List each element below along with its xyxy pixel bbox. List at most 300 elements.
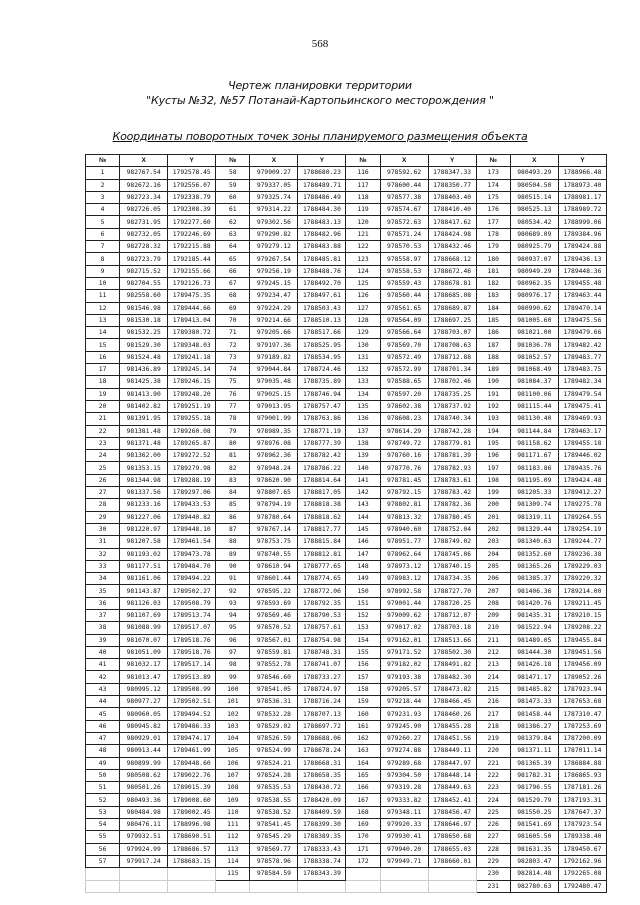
table-cell: 1788777.65 [298,560,346,572]
table-cell: 1789446.02 [558,450,606,462]
table-cell: 1789265.87 [168,437,216,449]
table-row [86,302,607,314]
table-cell: 978577.38 [380,191,428,203]
table-row [86,880,607,892]
table-cell: 1788686.57 [168,843,216,855]
table-cell: 978584.59 [250,868,298,880]
table-cell: 1792215.88 [168,241,216,253]
table-cell [168,868,216,880]
table-cell: 979013.95 [250,400,298,412]
table-cell: 980899.99 [120,757,168,769]
table-cell: 183 [476,290,510,302]
table-cell: 978600.44 [380,179,428,191]
table-cell: 1789264.55 [558,511,606,523]
table-cell: 978753.75 [250,536,298,548]
table-row [86,819,607,831]
table-cell: 981115.44 [510,400,558,412]
table-cell: 56 [86,843,120,855]
table-cell: 1788724.46 [298,364,346,376]
table-cell: 1789248.20 [168,388,216,400]
table-cell: 981381.48 [120,425,168,437]
table-cell: 1788783.42 [428,487,476,499]
table-cell: 66 [216,265,250,277]
table-cell: 1789440.82 [168,511,216,523]
table-cell [86,868,120,880]
table-cell: 28 [86,499,120,511]
table-cell: 1788347.33 [428,167,476,179]
table-cell: 1789214.00 [558,585,606,597]
table-cell: 981532.25 [120,327,168,339]
table-cell: 96 [216,634,250,646]
table-cell: 85 [216,499,250,511]
table-cell: 978780.64 [250,511,298,523]
table-cell: 94 [216,609,250,621]
table-cell: 1788646.97 [428,819,476,831]
table-cell: 215 [476,683,510,695]
table-cell: 978570.53 [380,241,428,253]
table-cell: 1789241.18 [168,351,216,363]
table-cell: 1788485.81 [298,253,346,265]
table-cell: 147 [346,548,380,560]
table-cell: 982814.48 [510,868,558,880]
column-header: X [380,155,428,167]
table-row [86,855,607,867]
table-cell [428,880,476,892]
table-cell: 1792578.45 [168,167,216,179]
table-cell: 1789502.51 [168,696,216,708]
table-cell: 979245.90 [380,720,428,732]
table-cell: 1789484.70 [168,560,216,572]
table-cell: 978552.78 [250,659,298,671]
table-cell: 20 [86,400,120,412]
table-cell: 1788482.30 [428,671,476,683]
table-cell [380,868,428,880]
table-cell: 981371.11 [510,745,558,757]
table-cell: 137 [346,425,380,437]
table-cell: 979025.15 [250,388,298,400]
table-cell: 978545.29 [250,831,298,843]
table-cell: 979205.66 [250,327,298,339]
table-cell: 981425.38 [120,376,168,388]
table-row [86,437,607,449]
table-cell: 1789479.66 [558,327,606,339]
table-cell: 978740.55 [250,548,298,560]
table-cell: 1789220.32 [558,573,606,585]
table-cell: 188 [476,351,510,363]
table-cell: 49 [86,757,120,769]
table-cell: 90 [216,560,250,572]
table-cell: 95 [216,622,250,634]
table-cell: 1789208.22 [558,622,606,634]
table-cell: 1788456.47 [428,806,476,818]
table-cell: 229 [476,855,510,867]
table-cell: 981319.11 [510,511,558,523]
table-cell: 65 [216,253,250,265]
table-cell: 86 [216,511,250,523]
table-cell: 122 [346,241,380,253]
table-cell: 1788702.46 [428,376,476,388]
table-cell: 40 [86,646,120,658]
table-cell: 1789245.14 [168,364,216,376]
table-cell: 1788410.40 [428,204,476,216]
table-cell: 193 [476,413,510,425]
table-cell: 186 [476,327,510,339]
table-cell: 981386.27 [510,720,558,732]
table-cell: 978559.81 [250,646,298,658]
table-cell: 44 [86,696,120,708]
table-cell: 979348.11 [380,806,428,818]
table-cell: 1788818.38 [298,499,346,511]
table-cell: 981013.47 [120,671,168,683]
table-cell: 982704.55 [120,277,168,289]
table-cell: 981402.82 [120,400,168,412]
table-cell: 1788534.95 [298,351,346,363]
table-cell: 981100.06 [510,388,558,400]
table-cell: 83 [216,474,250,486]
column-header: X [120,155,168,167]
table-cell: 981227.06 [120,511,168,523]
table-cell: 1788703.07 [428,327,476,339]
table-cell: 214 [476,671,510,683]
table-cell: 129 [346,327,380,339]
table-cell: 1792308.39 [168,204,216,216]
table-cell: 978973.12 [380,560,428,572]
table-cell: 1789479.54 [558,388,606,400]
table-cell: 981631.35 [510,843,558,855]
table-cell: 981329.44 [510,523,558,535]
table-cell: 1789052.26 [558,671,606,683]
table-cell: 1789444.66 [168,302,216,314]
table-cell: 22 [86,425,120,437]
table-cell: 1788503.43 [298,302,346,314]
table-cell: 213 [476,659,510,671]
table-cell: 1788735.25 [428,388,476,400]
table-cell: 981177.51 [120,560,168,572]
table-cell: 1788420.09 [298,794,346,806]
table-cell: 1786865.93 [558,769,606,781]
table-cell: 1788343.39 [298,868,346,880]
table-cell: 979182.02 [380,659,428,671]
table-cell: 17 [86,364,120,376]
table-cell: 159 [346,696,380,708]
table-row [86,597,607,609]
table-row [86,425,607,437]
table-cell: 140 [346,462,380,474]
table-cell: 1789260.08 [168,425,216,437]
table-cell: 1789244.77 [558,536,606,548]
table-row [86,314,607,326]
table-cell: 981309.74 [510,499,558,511]
table-cell: 981550.25 [510,806,558,818]
table-cell: 11 [86,290,120,302]
table-cell: 978962.36 [250,450,298,462]
table-cell: 979267.54 [250,253,298,265]
table-cell: 1788672.46 [428,265,476,277]
table-cell: 1788660.01 [428,855,476,867]
table-cell: 979930.41 [380,831,428,843]
table-cell: 982780.63 [510,880,558,892]
table-cell: 77 [216,400,250,412]
table-cell: 978532.28 [250,708,298,720]
table-cell: 89 [216,548,250,560]
table-cell: 1788782.93 [428,462,476,474]
table-cell: 111 [216,819,250,831]
table-cell: 981522.94 [510,622,558,634]
table-cell: 978560.44 [380,290,428,302]
table-cell: 227 [476,831,510,843]
table-cell: 1792155.66 [168,265,216,277]
table-cell: 142 [346,487,380,499]
table-cell: 980960.05 [120,708,168,720]
table-cell: 1789229.03 [558,560,606,572]
table-cell: 1792338.79 [168,191,216,203]
table-cell: 1789461.54 [168,536,216,548]
table-cell: 1789424.48 [558,474,606,486]
table-cell [120,880,168,892]
table-row [86,167,607,179]
table-cell: 218 [476,720,510,732]
table-cell: 73 [216,351,250,363]
table-cell: 1788658.35 [298,769,346,781]
table-cell: 1788748.31 [298,646,346,658]
table-cell: 979325.74 [250,191,298,203]
table-cell: 1789473.78 [168,548,216,560]
table-cell: 1788473.82 [428,683,476,695]
table-row [86,511,607,523]
table-cell: 1788447.97 [428,757,476,769]
table-cell: 1788734.35 [428,573,476,585]
table-cell: 34 [86,573,120,585]
table-row [86,253,607,265]
table-cell: 119 [346,204,380,216]
table-row [86,573,607,585]
table-cell: 166 [346,782,380,794]
table-cell: 980493.29 [510,167,558,179]
table-cell: 1788817.77 [298,523,346,535]
table-cell: 92 [216,585,250,597]
table-cell: 1788716.24 [298,696,346,708]
table-cell: 981796.55 [510,782,558,794]
table-cell: 979044.84 [250,364,298,376]
table-cell: 981471.17 [510,671,558,683]
table-cell: 1788763.86 [298,413,346,425]
table-cell: 228 [476,843,510,855]
table-cell: 1788489.71 [298,179,346,191]
table-cell: 980929.01 [120,732,168,744]
table-cell: 210 [476,622,510,634]
table-cell: 981365.26 [510,560,558,572]
table-cell: 1788482.96 [298,228,346,240]
table-cell: 1789236.38 [558,548,606,560]
table-cell: 979337.05 [250,179,298,191]
table-cell: 87 [216,523,250,535]
table-cell: 981530.18 [120,314,168,326]
table-cell: 9 [86,265,120,277]
table-cell: 1788745.06 [428,548,476,560]
table-cell: 978569.70 [380,339,428,351]
table-cell: 1788771.19 [298,425,346,437]
table-cell: 180 [476,253,510,265]
table-cell: 980995.12 [120,683,168,695]
table-cell: 979193.38 [380,671,428,683]
table-cell: 978767.14 [250,523,298,535]
table-cell: 979035.48 [250,376,298,388]
table-cell: 978566.64 [380,327,428,339]
table-cell: 1789475.35 [168,290,216,302]
table-cell: 981352.60 [510,548,558,560]
table-cell: 1788399.30 [298,819,346,831]
table-cell: 978567.01 [250,634,298,646]
table-cell [120,868,168,880]
table-cell: 978574.67 [380,204,428,216]
table-cell: 980476.11 [120,819,168,831]
table-cell: 981158.62 [510,437,558,449]
table-cell: 1789384.96 [558,228,606,240]
table-cell: 221 [476,757,510,769]
table-cell: 1789474.17 [168,732,216,744]
table-row [86,487,607,499]
table-cell: 981337.56 [120,487,168,499]
table-cell: 69 [216,302,250,314]
table-cell: 981193.02 [120,548,168,560]
table-cell: 1789211.45 [558,597,606,609]
table-cell: 217 [476,708,510,720]
table-cell: 50 [86,769,120,781]
table-cell: 1788668.31 [298,757,346,769]
table-cell: 1789517.14 [168,659,216,671]
table-cell: 1788491.82 [428,659,476,671]
table-cell: 978524.28 [250,769,298,781]
table-cell: 1792185.44 [168,253,216,265]
table-cell: 47 [86,732,120,744]
table-cell: 192 [476,400,510,412]
table-cell: 88 [216,536,250,548]
table-cell: 982715.52 [120,265,168,277]
table-cell: 981362.00 [120,450,168,462]
table-row [86,388,607,400]
table-cell: 187 [476,339,510,351]
table-cell: 72 [216,339,250,351]
table-cell: 202 [476,523,510,535]
table-cell: 981473.33 [510,696,558,708]
table-cell: 981005.60 [510,314,558,326]
table-cell: 982767.54 [120,167,168,179]
table-cell: 63 [216,228,250,240]
table-cell: 978951.77 [380,536,428,548]
table-cell: 1788981.17 [558,191,606,203]
table-row [86,720,607,732]
table-cell: 155 [346,646,380,658]
table-cell: 978546.60 [250,671,298,683]
table-cell: 982723.79 [120,253,168,265]
table-cell: 981205.33 [510,487,558,499]
table-cell: 168 [346,806,380,818]
table-cell: 978602.38 [380,400,428,412]
table-cell: 1788812.81 [298,548,346,560]
table-cell: 1788333.43 [298,843,346,855]
table-cell: 1788777.39 [298,437,346,449]
table-cell: 1788724.97 [298,683,346,695]
table-cell: 980913.44 [120,745,168,757]
table-cell: 1792277.60 [168,216,216,228]
table-cell: 115 [216,868,250,880]
table-cell: 978536.31 [250,696,298,708]
table-cell: 978569.77 [250,843,298,855]
table-cell: 978781.45 [380,474,428,486]
table-cell: 1789288.19 [168,474,216,486]
table-cell: 189 [476,364,510,376]
table-cell: 1 [86,167,120,179]
table-cell: 980534.42 [510,216,558,228]
table-cell: 981365.39 [510,757,558,769]
table-cell: 29 [86,511,120,523]
table-cell: 71 [216,327,250,339]
table-cell: 981183.86 [510,462,558,474]
table-cell: 76 [216,388,250,400]
table-cell: 978813.32 [380,511,428,523]
table-cell: 1788727.70 [428,585,476,597]
table-cell: 1789475.56 [558,314,606,326]
table-cell: 67 [216,277,250,289]
table-cell: 175 [476,191,510,203]
table-cell: 978989.35 [250,425,298,437]
table-cell: 982558.60 [120,290,168,302]
table-cell: 101 [216,696,250,708]
table-cell: 979001.44 [380,597,428,609]
table-cell: 1788502.30 [428,646,476,658]
column-header: Y [428,155,476,167]
table-cell: 979932.51 [120,831,168,843]
table-cell: 1789255.18 [168,413,216,425]
table-cell: 1788749.02 [428,536,476,548]
table-cell: 211 [476,634,510,646]
table-cell: 181 [476,265,510,277]
table-cell: 126 [346,290,380,302]
table-cell: 128 [346,314,380,326]
table-header-row [86,155,607,167]
table-cell: 30 [86,523,120,535]
table-cell: 980689.09 [510,228,558,240]
table-row [86,241,607,253]
table-cell: 1788772.06 [298,585,346,597]
table-cell: 981084.37 [510,376,558,388]
table-cell: 979279.12 [250,241,298,253]
table-cell: 199 [476,487,510,499]
table-cell: 978940.60 [380,523,428,535]
table-cell: 980525.13 [510,204,558,216]
table-row [86,671,607,683]
table-cell: 1789436.13 [558,253,606,265]
table-cell: 1788389.35 [298,831,346,843]
table-cell: 7 [86,241,120,253]
table-cell: 981436.89 [120,364,168,376]
table-cell: 979917.24 [120,855,168,867]
table-cell: 979197.36 [250,339,298,351]
table-cell: 979314.22 [250,204,298,216]
table-cell: 1789470.14 [558,302,606,314]
document-title-line-2: "Кусты №32, №57 Потанай-Картопьинского месторождения " [146,94,494,107]
table-cell [346,880,380,892]
table-cell: 131 [346,351,380,363]
table-cell: 191 [476,388,510,400]
table-cell: 64 [216,241,250,253]
table-cell: 1788690.51 [168,831,216,843]
table-cell: 105 [216,745,250,757]
table-cell: 52 [86,794,120,806]
table-cell: 981220.97 [120,523,168,535]
column-header: X [250,155,298,167]
table-cell: 1788779.01 [428,437,476,449]
